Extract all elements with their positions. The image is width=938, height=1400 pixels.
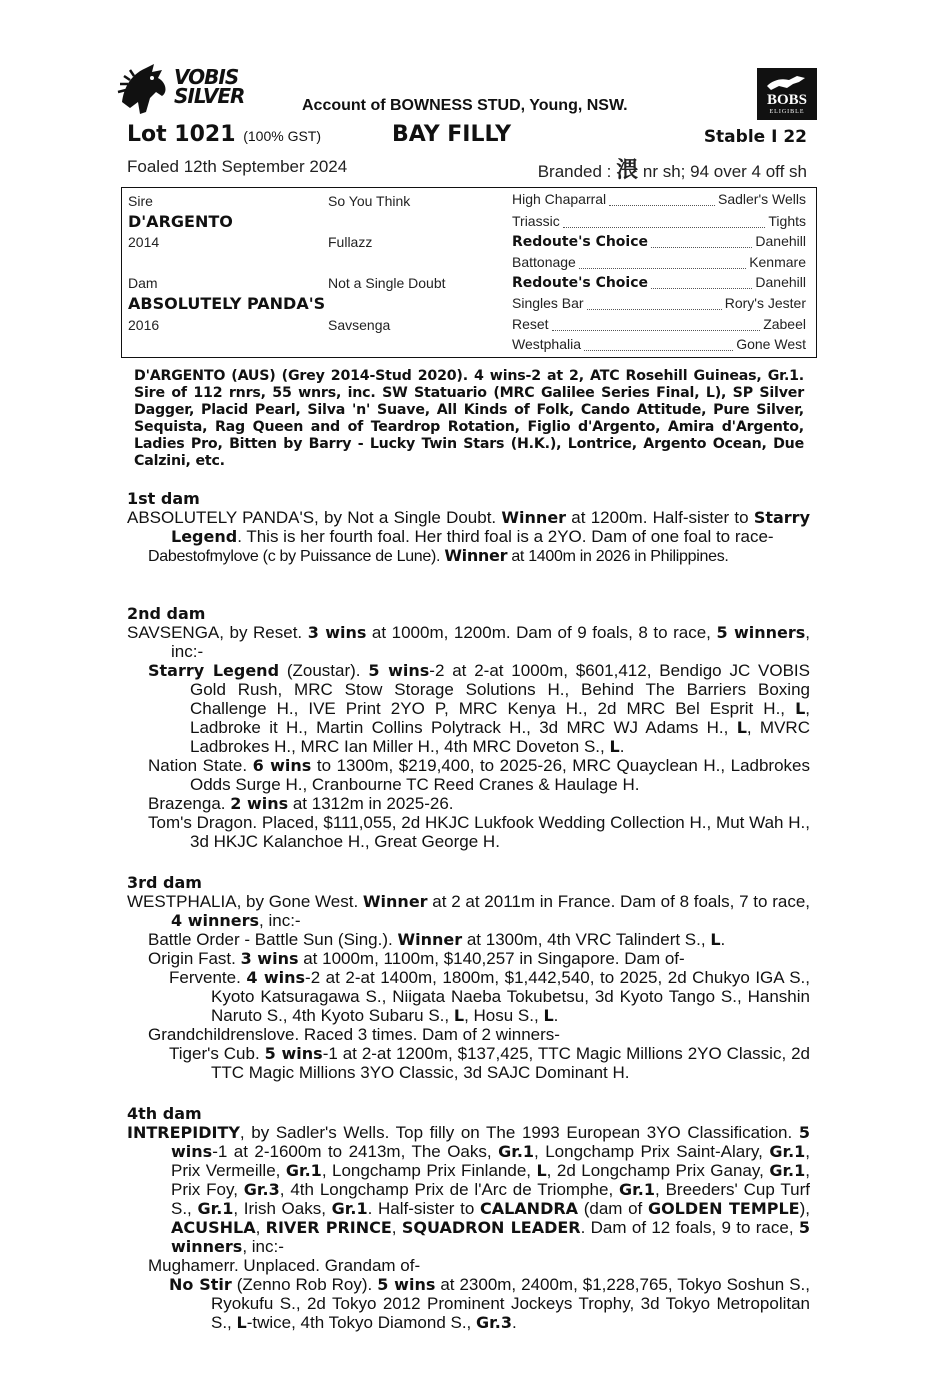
dams-sire: Not a Single Doubt (328, 275, 446, 291)
dam-label: Dam (128, 275, 158, 291)
dam-name: INTREPIDITY (127, 1123, 240, 1142)
brand-mark: 渨 (616, 157, 639, 182)
ancestor-name: Singles Bar (512, 295, 584, 311)
dot-leader (552, 330, 761, 331)
ancestor-sire: Tights (768, 213, 806, 229)
text: . (720, 930, 726, 949)
ancestor-sire: Kenmare (749, 254, 806, 270)
text: Tiger's Cub. (169, 1044, 265, 1063)
sibling-name: CALANDRA (479, 1199, 579, 1218)
ancestor-sire: Danehill (755, 233, 806, 249)
group-label: Gr.1 (285, 1161, 322, 1180)
text: Dabestofmylove (c by Puissance de Lune). (148, 548, 445, 565)
text: at 1000m, 1200m. Dam of 9 foals, 8 to race, (366, 623, 717, 642)
sibling-name: GOLDEN TEMPLE (647, 1199, 800, 1218)
text: (dam of (578, 1199, 648, 1218)
text: , Prix Foy, (171, 1161, 810, 1199)
ancestor-sire: Rory's Jester (724, 295, 806, 311)
text: . (553, 1006, 559, 1025)
dam-paragraph (127, 1123, 810, 1256)
group-label: Gr.3 (476, 1313, 512, 1332)
text: Brazenga. (148, 794, 231, 813)
dot-leader (651, 247, 752, 248)
bobs-label: BOBS (766, 92, 808, 108)
text: SAVSENGA, by Reset. (127, 623, 308, 642)
ancestor-row (512, 213, 806, 233)
progeny-entry (148, 661, 810, 756)
logo-word-2: SILVER (174, 84, 245, 108)
ancestor-name: Redoute's Choice (512, 275, 649, 291)
grandprogeny-entry (169, 968, 810, 1025)
group-label: Gr.1 (619, 1180, 655, 1199)
text: , Longchamp Prix Saint-Alary, (534, 1142, 770, 1161)
text: , 2d Longchamp Prix Ganay, (546, 1161, 770, 1180)
section-heading: 3rd dam (127, 873, 202, 892)
progeny-entry (148, 930, 810, 949)
bobs-eligible-logo (757, 68, 817, 120)
listed-label: L (710, 930, 721, 949)
ancestor-name: Reset (512, 316, 549, 332)
ancestor-row (512, 336, 806, 356)
wins-label: 6 wins (252, 756, 312, 775)
text: , Longchamp Prix Finlande, (321, 1161, 537, 1180)
text: , (391, 1218, 402, 1237)
ancestor-name: Triassic (512, 213, 560, 229)
dam-paragraph (127, 508, 810, 546)
ancestor-row (512, 274, 806, 294)
branded-text: nr sh; 94 over 4 off sh (638, 162, 807, 181)
grandprogeny-entry (169, 1044, 810, 1082)
listed-label: L (609, 737, 620, 756)
winner-label: Winner (444, 546, 508, 565)
group-label: Gr.1 (331, 1199, 368, 1218)
listed-label: L (736, 718, 747, 737)
group-label: Gr.1 (498, 1142, 535, 1161)
ancestor-sire: Danehill (755, 274, 806, 290)
listed-label: L (236, 1313, 247, 1332)
text: (Zenno Rob Roy). (231, 1275, 378, 1294)
eligible-label: ELIGIBLE (769, 109, 805, 115)
text: Origin Fast. (148, 949, 241, 968)
dot-leader (563, 227, 766, 228)
second-dam-section (127, 604, 810, 851)
ancestor-name: High Chaparral (512, 191, 607, 207)
lot-number (127, 122, 321, 147)
ancestor-name: Redoute's Choice (512, 234, 649, 250)
text: ABSOLUTELY PANDA'S, by Not a Single Doubt. (127, 508, 502, 527)
section-heading: 4th dam (127, 1104, 202, 1123)
text: . Half-sister to (367, 1199, 480, 1218)
listed-label: L (536, 1161, 547, 1180)
sibling-name: SQUADRON LEADER (401, 1218, 581, 1237)
progeny-entry (148, 756, 810, 794)
text: , Prix Vermeille, (171, 1142, 811, 1180)
branded-label: Branded : (537, 162, 617, 181)
dot-leader (584, 350, 733, 351)
horse-name: Starry Legend (171, 508, 810, 546)
wins-label: 2 wins (230, 794, 289, 813)
winners-label: 5 winners (716, 623, 806, 642)
grandprogeny-entry (169, 1275, 810, 1332)
text: at 1312m in 2025-26. (288, 794, 454, 813)
section-heading: 2nd dam (127, 604, 206, 623)
wins-label: 3 wins (240, 949, 299, 968)
dot-leader (651, 288, 752, 289)
horse-head-icon (116, 62, 172, 116)
ancestor-sire: Sadler's Wells (718, 191, 806, 207)
sire-label: Sire (128, 193, 153, 209)
sire-name: D'ARGENTO (128, 212, 233, 231)
progeny-entry: Tom's Dragon. Placed, $111,055, 2d HKJC Lukfook Wedding Collection H., Mut Wah H., 3d HKJC Kalanchoe H., Great George H. (148, 813, 810, 851)
ancestor-name: Battonage (512, 254, 576, 270)
wins-label: 5 wins (368, 661, 430, 680)
text: , inc:- (242, 1237, 284, 1256)
first-dam-section (127, 489, 810, 566)
text: to 1300m, $219,400, to 2025-26, MRC Quayclean H., Ladbrokes Odds Surge H., Cranbourne TC Reed Cranes & Haulage H. (190, 756, 811, 794)
group-label: Gr.1 (769, 1161, 806, 1180)
winner-label: Winner (362, 892, 428, 911)
wins-label: 3 wins (307, 623, 367, 642)
ancestor-row (512, 295, 806, 315)
text: . Dam of 12 foals, 9 to race, (580, 1218, 799, 1237)
foal-entry (148, 546, 810, 566)
winners-label: 4 winners (171, 911, 260, 930)
wins-label: 5 wins (377, 1275, 436, 1294)
listed-label: L (795, 699, 806, 718)
ancestor-row (512, 233, 806, 253)
sire-summary: D'ARGENTO (AUS) (Grey 2014-Stud 2020). 4 wins-2 at 2, ATC Rosehill Guineas, Gr.1. Sire of 112 rnrs, 55 wnrs, inc. SW Statuario (MRC Galilee Series Final, L), SP Silver Dagger, Placid Pearl, Silva 'n' Suave, All Kinds of Folk, Cando Attitude, Pure Silver, Sequista, Rag Queen and of Teardrop Rotation, Figlio d'Argento, Amira d'Argento, Ladies Pro, Bitten by Barry - Lucky Twin Stars (H.K.), Lontrice, Argento Ocean, Due Calzini, etc. (134, 368, 804, 469)
progeny-entry (148, 794, 810, 813)
third-dam-section (127, 873, 810, 1082)
sire-year: 2014 (128, 234, 160, 250)
horse-runner-icon (765, 72, 809, 92)
winners-label: 5 winners (171, 1218, 810, 1256)
progeny-entry (148, 949, 810, 968)
sires-sire: So You Think (328, 193, 411, 209)
wins-label: 4 wins (246, 968, 306, 987)
text: , Hosu S., (464, 1006, 544, 1025)
text: . (619, 737, 625, 756)
text: Nation State. (148, 756, 253, 775)
dot-leader (609, 205, 715, 206)
section-heading: 1st dam (127, 489, 200, 508)
dam-year: 2016 (128, 317, 160, 333)
text: , MVRC Ladbrokes H., MRC Ian Miller H., 4th MRC Doveton S., (190, 718, 810, 756)
ancestor-row (512, 191, 806, 211)
sibling-name: RIVER PRINCE (265, 1218, 392, 1237)
text: , Breeders' Cup Turf S., (171, 1180, 810, 1218)
text: Battle Order - Battle Sun (Sing.). (148, 930, 398, 949)
text: at 2 at 2011m in France. Dam of 8 foals, 7 to race, (427, 892, 810, 911)
horse-name: No Stir (169, 1275, 232, 1294)
text: , Ladbroke it H., Martin Collins Polytrack H., 3d MRC WJ Adams H., (190, 699, 810, 737)
progeny-entry: Grandchildrenslove. Raced 3 times. Dam of 2 winners- (148, 1025, 560, 1044)
winner-label: Winner (397, 930, 463, 949)
text: ), (799, 1199, 810, 1218)
branded-info (538, 153, 807, 184)
dams-dam: Savsenga (328, 317, 391, 333)
dam-paragraph (127, 892, 810, 930)
sibling-name: ACUSHLA (171, 1218, 256, 1237)
text: . (511, 1313, 517, 1332)
text: -twice, 4th Tokyo Diamond S., (246, 1313, 477, 1332)
stable-location: Stable I 22 (703, 127, 807, 147)
dot-leader (587, 309, 722, 310)
dam-paragraph (127, 623, 810, 661)
text: WESTPHALIA, by Gone West. (127, 892, 363, 911)
wins-label: 5 wins (171, 1123, 810, 1161)
text: -2 at 2-at 1000m, $601,412, Bendigo JC VOBIS Gold Rush, MRC Stow Storage Solutions H., Behind The Barriers Boxing Challenge H., IVE Print 2YO P, MRC Kenya H., 2d MRC Bel Esprit H., (190, 661, 810, 718)
wins-label: 5 wins (264, 1044, 323, 1063)
text: , inc:- (171, 623, 810, 661)
foaled-date: Foaled 12th September 2024 (127, 157, 348, 176)
gst-note: (100% GST) (243, 128, 322, 144)
text: , inc:- (259, 911, 301, 930)
progeny-entry: Mughamerr. Unplaced. Grandam of- (148, 1256, 421, 1275)
pedigree-table (121, 187, 817, 358)
dam-name: ABSOLUTELY PANDA'S (128, 294, 326, 313)
text: at 1000m, 1100m, $140,257 in Singapore. Dam of- (298, 949, 685, 968)
logo-word-1: VOBIS (174, 65, 239, 89)
vendor-account: Account of BOWNESS STUD, Young, NSW. (302, 97, 628, 114)
horse-name: Starry Legend (148, 661, 280, 680)
text: , (255, 1218, 266, 1237)
ancestor-sire: Zabeel (763, 316, 806, 332)
text: -1 at 2-at 1200m, $137,425, TTC Magic Millions 2YO Classic, 2d TTC Magic Millions 3YO Classic, 3d SAJC Dominant H. (211, 1044, 810, 1082)
listed-label: L (453, 1006, 465, 1025)
winner-label: Winner (501, 508, 567, 527)
text: , 4th Longchamp Prix de l'Arc de Triomphe, (279, 1180, 620, 1199)
text: -1 at 2-1600m to 2413m, The Oaks, (212, 1142, 499, 1161)
text: . This is her fourth foal. Her third foal is a 2YO. Dam of one foal to race- (237, 527, 774, 546)
text: (Zoustar). (279, 661, 369, 680)
horse-description: BAY FILLY (392, 122, 512, 147)
ancestor-name: Westphalia (512, 336, 582, 352)
dot-leader (579, 268, 746, 269)
ancestor-row (512, 316, 806, 336)
text: at 1400m in 2026 in Philippines. (507, 548, 729, 565)
group-label: Gr.1 (197, 1199, 234, 1218)
text: at 2300m, 2400m, $1,228,765, Tokyo Soshun S., Ryokufu S., 2d Tokyo 2012 Prominent Jockeys Trophy, 3d Tokyo Metropolitan S., (211, 1275, 810, 1332)
group-label: Gr.1 (769, 1142, 806, 1161)
group-label: Gr.3 (243, 1180, 280, 1199)
ancestor-row (512, 254, 806, 274)
text: at 1300m, 4th VRC Talindert S., (462, 930, 711, 949)
text: at 1200m. Half-sister to (566, 508, 754, 527)
sires-dam: Fullazz (328, 234, 373, 250)
listed-label: L (543, 1006, 554, 1025)
ancestor-sire: Gone West (736, 336, 806, 352)
text: -2 at 2-at 1400m, 1800m, $1,442,540, to 2025, 2d Chukyo IGA S., Kyoto Katsuragawa S., Niigata Naeba Tokubetsu, 3d Kyoto Tango S., Hanshin Naruto S., 4th Kyoto Subaru S., (211, 968, 810, 1025)
text: , Irish Oaks, (233, 1199, 332, 1218)
lot-label: Lot 1021 (127, 122, 236, 147)
text: , by Sadler's Wells. Top filly on The 1993 European 3YO Classification. (239, 1123, 799, 1142)
text: Fervente. (169, 968, 247, 987)
fourth-dam-section (127, 1104, 810, 1332)
vobis-silver-logo (116, 62, 256, 116)
